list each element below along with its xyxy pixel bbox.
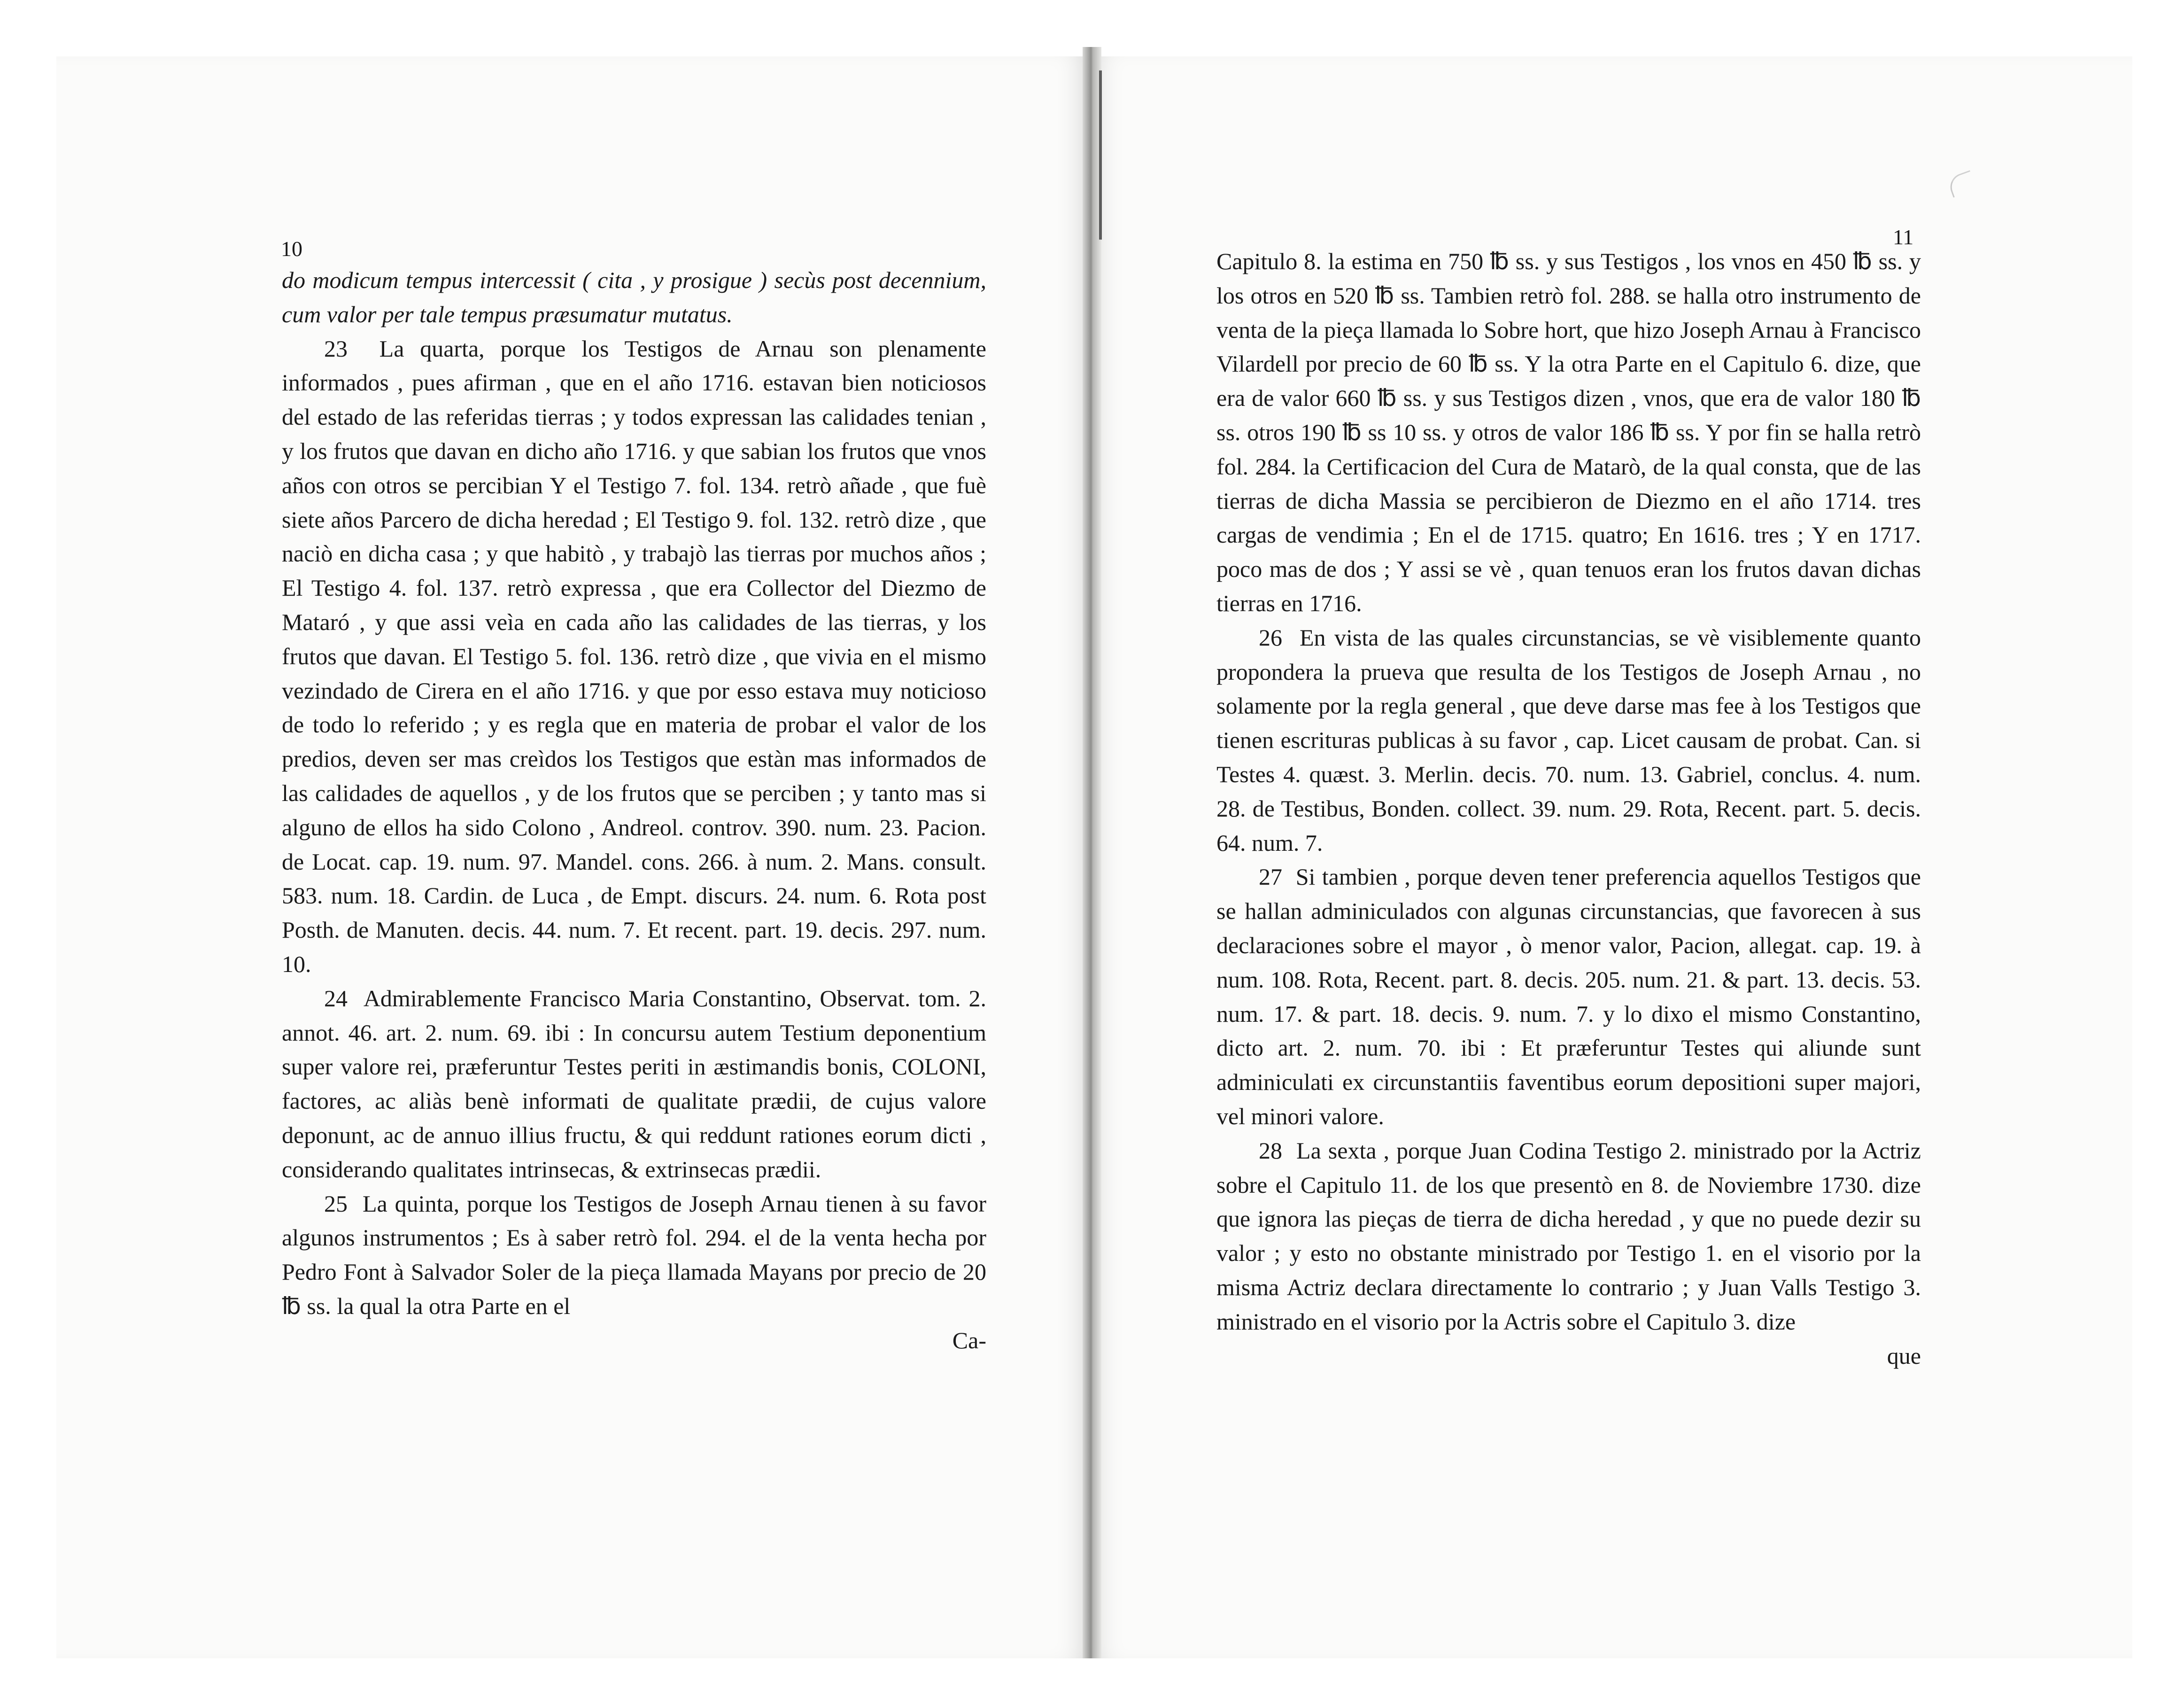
paragraph-28	[1216, 1134, 1921, 1339]
page-number-right: 11	[1893, 225, 1914, 249]
catchword-right: que	[1887, 1342, 1921, 1369]
paragraph-number: 25	[324, 1190, 348, 1217]
right-opening-text: Capitulo 8. la estima en 750 ℔ ss. y sus Testigos , los vnos en 450 ℔ ss. y los otros en 520 ℔ ss. Tambien retrò fol. 288. se halla otro instrumento de venta de la pieça llamada lo Sobre hort, que hizo Joseph Arnau à Francisco Vilardell por precio de 60 ℔ ss. Y la otra Parte en el Capitulo 6. dize, que era de valor 660 ℔ ss. y sus Testigos dizen , vnos, que era de valor 180 ℔ ss. otros 190 ℔ ss 10 ss. y otros de valor 186 ℔ ss. Y por fin se halla retrò fol. 284. la Certificacion del Cura de Matarò, de la qual consta, que de las tierras de dicha Massia se percibieron de Diezmo en el año 1714. tres cargas de vendimia ; En el de 1715. quatro; En 1616. tres ; Y en 1717. poco mas de dos ; Y assi se vè , quan tenuos eran los frutos davan dichas tierras en 1716.	[1216, 248, 1921, 616]
paragraph-text: Admirablemente Francisco Maria Constantino, Observat. tom. 2. annot. 46. art. 2. num. 69. ibi : In concursu autem Testium deponentium super valore rei, præferuntur Testes periti in æstimandis bonis, COLONI, factores, ac aliàs benè informati de qualitate prædii, de cujus valore deponunt, ac de annuo illius fructu, & qui reddunt rationes eorum dicti , considerando qualitates intrinsecas, & extrinsecas prædii.	[282, 985, 986, 1182]
paragraph-text: La quarta, porque los Testigos de Arnau son plenamente informados , pues afirman , que en el año 1716. estavan bien noticiosos del estado de las referidas tierras ; y todos expressan las calidades tenian , y los frutos que davan en dicho año 1716. y que sabian los frutos que vnos años con otros se percibian Y el Testigo 7. fol. 134. retrò añade , que fuè siete años Parcero de dicha heredad ; El Testigo 9. fol. 132. retrò dize , que naciò en dicha casa ; y que habitò , y trabajò las tierras por muchos años ; El Testigo 4. fol. 137. retrò expressa , que era Collector del Diezmo de Mataró , y que assi veìa en cada año las calidades de las tierras, y los frutos que davan. El Testigo 5. fol. 136. retrò dize , que vivia en el mismo vezindado de Cirera en el año 1716. y que por esso estava muy noticioso de todo lo referido ; y es regla que en materia de probar el valor de los predios, deven ser mas creìdos los Testigos que estàn mas informados de las calidades de aquellos , y de los frutos que se perciben ; y tanto mas si alguno de ellos ha sido Colono , Andreol. controv. 390. num. 23. Pacion. de Locat. cap. 19. num. 97. Mandel. cons. 266. à num. 2. Mans. consult. 583. num. 18. Cardin. de Luca , de Empt. discurs. 24. num. 6. Rota post Posth. de Manuten. decis. 44. num. 7. Et recent. part. 19. decis. 297. num. 10.	[282, 335, 987, 977]
right-page-text	[1216, 244, 1921, 1373]
left-opening-text: do modicum tempus intercessit ( cita , y prosigue ) secùs post decennium, cum valor per tale tempus præsumatur mutatus.	[282, 267, 986, 327]
paragraph-number: 26	[1259, 624, 1282, 651]
paragraph-26	[1216, 621, 1921, 860]
paragraph-25	[282, 1187, 986, 1323]
left-page-text	[282, 263, 986, 1358]
binding-crease	[1099, 70, 1102, 240]
paragraph-text: En vista de las quales circunstancias, se vè visiblemente quanto propondera la prueva que resulta de los Testigos de Joseph Arnau , no solamente por la regla general , que deve darse mas fee à los Testigos que tienen escrituras publicas à su favor , cap. Licet causam de probat. Can. si Testes 4. quæst. 3. Merlin. decis. 70. num. 13. Gabriel, conclus. 4. num. 28. de Testibus, Bonden. collect. 39. num. 29. Rota, Recent. part. 5. decis. 64. num. 7.	[1216, 624, 1921, 856]
paragraph-number: 27	[1259, 863, 1282, 890]
paragraph-number: 23	[324, 335, 348, 362]
paragraph-text: La quinta, porque los Testigos de Joseph Arnau tienen à su favor algunos instrumentos ; Es à saber retrò fol. 294. el de la venta hecha por Pedro Font à Salvador Soler de la pieça llamada Mayans por precio de 20 ℔ ss. la qual la otra Parte en el	[282, 1190, 987, 1319]
paragraph-27	[1216, 860, 1921, 1133]
catchword-left: Ca-	[952, 1327, 986, 1353]
paragraph-text: Si tambien , porque deven tener preferencia aquellos Testigos que se hallan adminiculados con algunas circunstancias, que favorecen à sus declaraciones sobre el mayor , ò menor valor, Pacion, allegat. cap. 19. à num. 108. Rota, Recent. part. 8. decis. 205. num. 21. & part. 13. decis. 53. num. 17. & part. 18. decis. 9. num. 7. y lo dixo el mismo Constantino, dicto art. 2. num. 70. ibi : Et præferuntur Testes qui aliunde sunt adminiculati ex circunstantiis faventibus eorum depositioni super majori, vel minori valore.	[1216, 863, 1921, 1129]
page-number-left: 10	[281, 237, 302, 261]
book-gutter	[1083, 47, 1101, 1658]
paragraph-24	[282, 981, 986, 1187]
paragraph-text: La sexta , porque Juan Codina Testigo 2. ministrado por la Actriz sobre el Capitulo 11. de los que presentò en 8. de Noviembre 1730. dize que ignora las pieças de tierra de dicha heredad , y que no puede dezir su valor ; y esto no obstante ministrado por Testigo 1. en el visorio por la misma Actriz declara directamente lo contrario ; y Juan Valls Testigo 3. ministrado en el visorio por la Actris sobre el Capitulo 3. dize	[1216, 1137, 1921, 1335]
paragraph-23	[282, 332, 986, 981]
paragraph-number: 24	[324, 985, 348, 1011]
paragraph-number: 28	[1259, 1137, 1282, 1164]
